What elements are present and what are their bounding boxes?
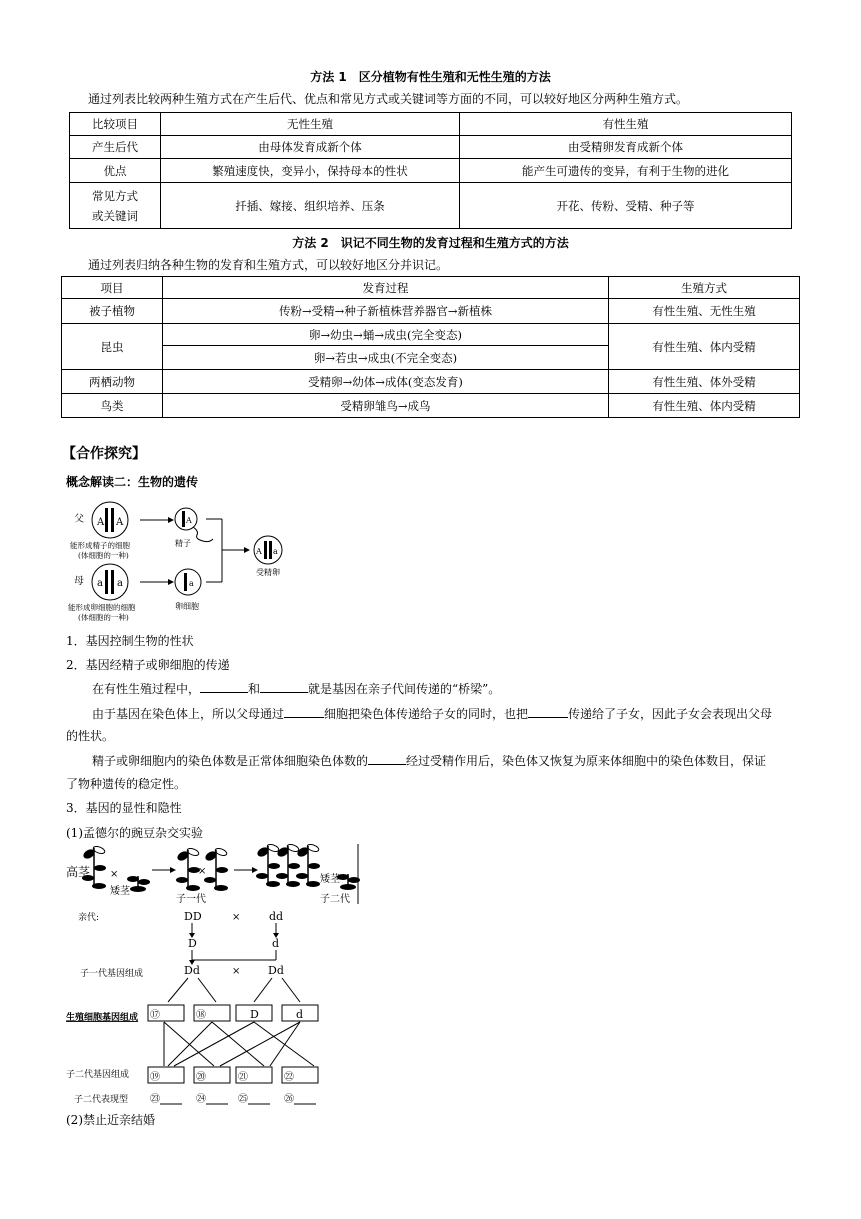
phenotype-blank-number: ㉔ <box>196 1094 206 1105</box>
point-1: 1．基因控制生物的性状 <box>66 634 194 648</box>
allele-label: A <box>256 547 262 556</box>
table-cell: 有性生殖、体外受精 <box>609 370 800 394</box>
phenotype-blank-number: ㉕ <box>238 1094 248 1105</box>
table-cell <box>70 183 161 229</box>
parent-label: 亲代: <box>78 913 100 923</box>
table-cell: 有性生殖、无性生殖 <box>609 299 800 324</box>
parent-genotype: dd <box>269 910 284 923</box>
chromosome <box>269 541 272 559</box>
f2-blank-number: ⑳ <box>196 1072 206 1083</box>
f2-blank-number: ㉒ <box>284 1072 294 1083</box>
mother-label: 母 <box>74 576 84 587</box>
arrow-head <box>170 867 176 873</box>
table-cell: 被子植物 <box>62 299 163 324</box>
sperm-tail <box>193 527 213 542</box>
short-plant-icon <box>127 876 150 892</box>
table-cell: 能产生可遗传的变异，有利于生物的进化 <box>460 159 792 183</box>
method1-title: 方法 1 区分植物有性生殖和无性生殖的方法 <box>310 70 551 84</box>
sperm-label: 精子 <box>175 539 191 548</box>
arrow-head <box>244 547 250 553</box>
fill-blank[interactable] <box>284 705 324 718</box>
table-cell: 卵→幼虫→蛹→成虫(完全变态) <box>163 324 609 346</box>
allele-label: a <box>273 547 278 556</box>
fill-blank[interactable] <box>260 680 308 693</box>
table-header: 有性生殖 <box>460 113 792 136</box>
gamete-value: D <box>250 1008 259 1021</box>
short-label: 矮茎 <box>320 874 340 885</box>
method1-table <box>69 112 792 229</box>
table-row <box>62 277 800 299</box>
chromosome <box>182 511 185 527</box>
chromosome <box>111 508 114 532</box>
method2-title: 方法 2 识记不同生物的发育过程和生殖方式的方法 <box>292 236 569 250</box>
allele-label: a <box>97 578 103 589</box>
tall-label: 高茎 <box>66 865 91 879</box>
mother-cell-caption: 能形成卵细胞的细胞 <box>68 603 136 612</box>
genotype-diagram <box>64 906 334 1108</box>
table-row <box>70 183 792 229</box>
text: 在有性生殖过程中， <box>92 682 201 696</box>
section-heading: 【合作探究】 <box>62 446 146 462</box>
gamete-value: d <box>296 1008 304 1021</box>
f1-genotype: Dd <box>268 964 284 977</box>
table-cell: 产生后代 <box>70 136 161 159</box>
text: 由于基因在染色体上，所以父母通过 <box>92 707 285 721</box>
paragraph-count <box>92 752 798 769</box>
egg-label: 卵细胞 <box>175 602 199 611</box>
table-row <box>62 324 800 346</box>
table-row <box>62 394 800 418</box>
paragraph-chromosome <box>92 705 798 722</box>
table-row <box>62 370 800 394</box>
arrow-head <box>252 867 258 873</box>
table-cell: 由受精卵发育成新个体 <box>460 136 792 159</box>
allele-label: A <box>186 516 192 525</box>
f2-blank-number: ⑲ <box>150 1072 160 1083</box>
paragraph-bridge <box>92 680 500 697</box>
point-3-1: (1)孟德尔的豌豆杂交实验 <box>66 826 203 840</box>
table-cell: 受精卵雏鸟→成鸟 <box>163 394 609 418</box>
paragraph-chromosome-end: 的性状。 <box>66 729 115 743</box>
table-row <box>70 136 792 159</box>
arrow-head <box>168 579 174 585</box>
f1-genotype: Dd <box>184 964 200 977</box>
phenotype-blank-number: ㉖ <box>284 1094 294 1105</box>
f2-blank-number: ㉑ <box>238 1072 248 1083</box>
allele-label: a <box>117 578 123 589</box>
table-cell: 开花、传粉、受精、种子等 <box>460 183 792 229</box>
chromosome <box>105 570 108 594</box>
table-cell: 由母体发育成新个体 <box>161 136 460 159</box>
table-cell: 鸟类 <box>62 394 163 418</box>
f1-genotype-label: 子一代基因组成 <box>80 969 144 979</box>
point-3: 3．基因的显性和隐性 <box>66 801 182 815</box>
table-row <box>70 113 792 136</box>
table-header: 发育过程 <box>163 277 609 299</box>
phenotype-blank-number: ㉓ <box>150 1094 160 1105</box>
gene-transmission-figure <box>60 497 300 625</box>
parent-gamete: d <box>272 937 280 950</box>
cross-symbol: × <box>232 966 241 977</box>
parent-genotype: DD <box>184 910 202 923</box>
fill-blank[interactable] <box>368 752 406 765</box>
f1-label: 子一代 <box>176 894 206 904</box>
method2-table <box>61 276 800 418</box>
cell-line: 或关键词 <box>92 208 138 223</box>
method1-intro: 通过列表比较两种生殖方式在产生后代、优点和常见方式或关键词等方面的不同，可以较好地区分两种生殖方式。 <box>88 92 689 106</box>
text: 经过受精作用后，染色体又恢复为原来体细胞中的染色体数目，保证 <box>406 754 767 768</box>
text: 和 <box>248 682 261 696</box>
table-header: 比较项目 <box>70 113 161 136</box>
table-header: 无性生殖 <box>161 113 460 136</box>
father-cell-caption: (体细胞的一种) <box>78 551 129 560</box>
paragraph-count-end: 了物种遗传的稳定性。 <box>66 777 187 791</box>
short-label: 矮茎 <box>110 886 130 897</box>
table-row <box>62 299 800 324</box>
table-cell: 扦插、嫁接、组织培养、压条 <box>161 183 460 229</box>
gamete-blank-number: ⑰ <box>150 1010 160 1021</box>
father-cell-caption: 能形成精子的细胞 <box>70 541 130 550</box>
allele-label: a <box>189 579 194 588</box>
fill-blank[interactable] <box>528 705 568 718</box>
table-cell: 卵→若虫→成虫(不完全变态) <box>163 346 609 370</box>
text: 就是基因在亲子代间传递的“桥梁”。 <box>308 682 501 696</box>
table-header: 生殖方式 <box>609 277 800 299</box>
gamete-blank-number: ⑱ <box>196 1010 206 1021</box>
cell-line: 常见方式 <box>92 188 138 203</box>
phenotype-label: 子二代表现型 <box>74 1095 129 1105</box>
table-cell: 有性生殖、体内受精 <box>609 394 800 418</box>
short-plant-icon <box>337 874 360 890</box>
f2-plant-icon <box>256 844 280 887</box>
table-cell: 优点 <box>70 159 161 183</box>
text: 细胞把染色体传递给子女的同时，也把 <box>324 707 529 721</box>
chromosome <box>264 541 267 559</box>
allele-label: A <box>97 517 105 528</box>
point-2: 2．基因经精子或卵细胞的传递 <box>66 658 230 672</box>
mother-cell-caption: (体细胞的一种) <box>78 613 129 622</box>
table-cell: 昆虫 <box>62 324 163 370</box>
chromosome <box>184 573 187 591</box>
cross-symbol: × <box>232 912 241 923</box>
point-3-2: (2)禁止近亲结婚 <box>66 1113 155 1127</box>
table-cell: 传粉→受精→种子新植株营养器官→新植株 <box>163 299 609 324</box>
fill-blank[interactable] <box>200 680 248 693</box>
f2-label: 子二代 <box>320 894 350 904</box>
chromosome <box>105 508 108 532</box>
f2-genotype-label: 子二代基因组成 <box>66 1070 130 1080</box>
pea-cross-figure <box>64 844 360 904</box>
cross-symbol: × <box>198 866 207 877</box>
table-cell: 受精卵→幼体→成体(变态发育) <box>163 370 609 394</box>
f1-plant-icon <box>176 847 200 891</box>
chromosome <box>111 570 114 594</box>
arrow-head <box>168 517 174 523</box>
table-row <box>70 159 792 183</box>
f1-plant-icon <box>204 847 228 891</box>
text: 精子或卵细胞内的染色体数是正常体细胞染色体数的 <box>92 754 369 768</box>
egg-cell <box>175 569 201 595</box>
concept-title: 概念解读二：生物的遗传 <box>66 475 199 489</box>
table-cell: 两栖动物 <box>62 370 163 394</box>
gamete-label: 生殖细胞基因组成 <box>66 1013 139 1023</box>
parent-gamete: D <box>188 937 197 950</box>
table-cell: 繁殖速度快，变异小，保持母本的性状 <box>161 159 460 183</box>
table-header: 项目 <box>62 277 163 299</box>
table-cell: 有性生殖、体内受精 <box>609 324 800 370</box>
cross-symbol: × <box>110 869 119 880</box>
method2-intro: 通过列表归纳各种生物的发育和生殖方式，可以较好地区分并识记。 <box>88 258 449 272</box>
allele-label: A <box>116 517 124 528</box>
father-label: 父 <box>74 514 84 525</box>
text: 传递给了子女，因此子女会表现出父母 <box>568 707 773 721</box>
zygote-label: 受精卵 <box>256 568 280 577</box>
